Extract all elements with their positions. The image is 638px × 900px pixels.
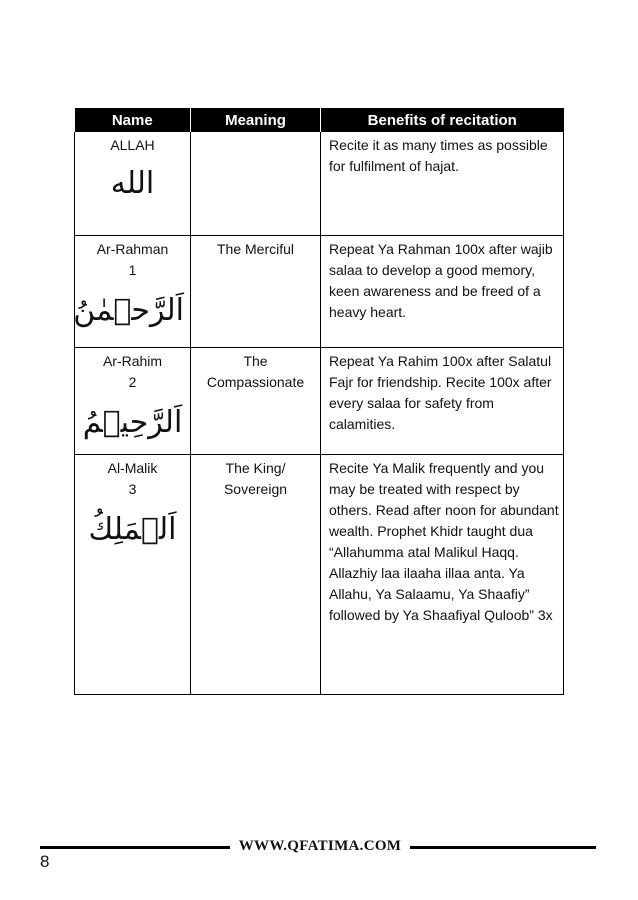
footer-rule-right <box>410 846 596 849</box>
name-cell <box>75 235 191 347</box>
table-row <box>75 235 564 347</box>
benefit-cell: Recite Ya Malik frequently and you may be treated with respect by others. Read after noon for abundant wealth. Prophet Khidr taught dua “Allahumma atal Malikul Haqq. Allazhiy laa ilaaha illaa anta. Ya Allahu, Ya Salaamu, Ya Shaafiy” followed by Ya Shaafiyal Quloob” 3x <box>321 454 564 694</box>
header-name: Name <box>75 108 191 132</box>
meaning-cell: The King/ Sovereign <box>191 454 321 694</box>
name-label: Ar-Rahim <box>102 352 163 369</box>
table-row <box>75 454 564 694</box>
name-label: Al-Malik <box>107 459 158 476</box>
benefit-cell: Recite it as many times as possible for fulfilment of hajat. <box>321 132 564 235</box>
table-header-row <box>75 108 564 132</box>
table-row <box>75 347 564 454</box>
meaning-cell: The Merciful <box>191 235 321 347</box>
header-meaning: Meaning <box>191 108 321 132</box>
page-number: 8 <box>40 852 50 871</box>
header-benefits: Benefits of recitation <box>321 108 564 132</box>
arabic-calligraphy: الله <box>110 166 155 201</box>
meaning-cell: The Compassionate <box>191 347 321 454</box>
benefit-cell: Repeat Ya Rahman 100x after wajib salaa to develop a good memory, keen awareness and be freed of a heavy heart. <box>321 235 564 347</box>
arabic-calligraphy: اَلرَّحِيۡمُ <box>82 404 183 440</box>
meaning-cell <box>191 132 321 235</box>
name-number: 3 <box>128 480 137 497</box>
name-cell <box>75 454 191 694</box>
benefit-cell: Repeat Ya Rahim 100x after Salatul Fajr for friendship. Recite 100x after every salaa for safety from calamities. <box>321 347 564 454</box>
arabic-calligraphy: اَلرَّحۡمٰنُ <box>73 292 184 328</box>
names-table <box>74 108 564 695</box>
table-row <box>75 132 564 235</box>
arabic-calligraphy: اَلۡمَلِكُ <box>88 511 177 547</box>
footer-website: WWW.QFATIMA.COM <box>238 838 402 854</box>
name-cell <box>75 347 191 454</box>
name-label: Ar-Rahman <box>96 240 169 257</box>
name-number: 1 <box>128 261 137 278</box>
footer-rule-left <box>40 846 230 849</box>
name-number: 2 <box>128 373 137 390</box>
name-label: ALLAH <box>110 137 155 153</box>
name-cell <box>75 132 191 235</box>
